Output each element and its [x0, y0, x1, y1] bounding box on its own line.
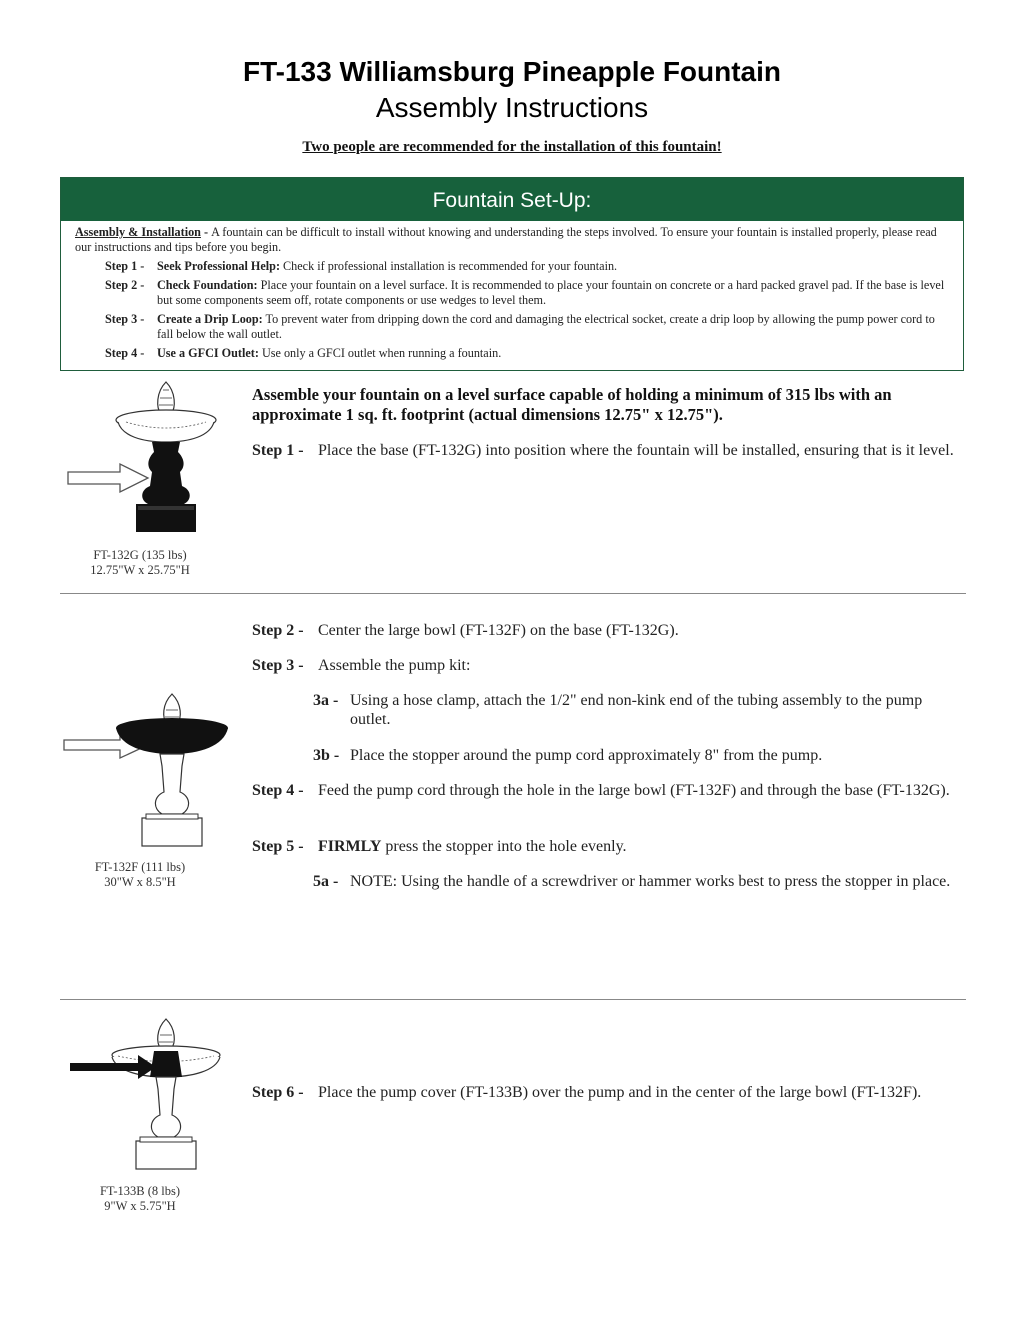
step-text: Assemble the pump kit: [318, 657, 471, 674]
outline-arrow-icon [68, 464, 148, 492]
setup-step [75, 346, 949, 361]
step-text: Using a hose clamp, attach the 1/2" end non-kink end of the tubing assembly to the pump outlet. [350, 692, 923, 728]
caption-dimensions: 9"W x 5.75"H [104, 1199, 176, 1213]
page-title: FT-133 Williamsburg Pineapple Fountain [242, 56, 782, 87]
step-label: Step 6 - [252, 1084, 304, 1101]
setup-intro [75, 225, 949, 255]
caption-dimensions: 30"W x 8.5"H [104, 875, 176, 889]
level-surface-note: Assemble your fountain on a level surface capable of holding a minimum of 315 lbs with an approximate 1 sq. ft. footprint (actual dimensions 12.75" x 12.75"). [252, 385, 892, 424]
step-text: press the stopper into the hole evenly. [381, 838, 627, 855]
caption-dimensions: 12.75"W x 25.75"H [90, 563, 190, 577]
step-text: Place the stopper around the pump cord approximately 8" from the pump. [350, 747, 823, 764]
setup-heading: Fountain Set-Up: [61, 178, 963, 221]
fountain-setup-box [60, 177, 964, 371]
large-bowl-illustration [60, 690, 240, 850]
setup-step-title: Seek Professional Help: [157, 259, 280, 273]
setup-step-title: Use a GFCI Outlet: [157, 346, 259, 360]
step-label: Step 4 - [252, 782, 304, 799]
setup-intro-label: Assembly & Installation [75, 225, 201, 239]
setup-step-title: Check Foundation: [157, 278, 258, 292]
step-5 [252, 837, 964, 856]
step-label: Step 2 - [252, 622, 304, 639]
step-3a [313, 691, 964, 729]
base-caption [60, 548, 220, 578]
caption-part-name: FT-132G (135 lbs) [93, 548, 187, 562]
step-6 [252, 1083, 964, 1102]
step-5a [313, 872, 964, 891]
setup-step-label: Step 1 - [105, 259, 145, 273]
setup-step-title: Create a Drip Loop: [157, 312, 263, 326]
section-divider [60, 593, 966, 594]
setup-intro-text: A fountain can be difficult to install without knowing and understanding the steps involved. To ensure your fountain is installed properly, please read our instructions and tips before you begin. [75, 225, 937, 254]
setup-body [61, 221, 963, 361]
setup-step [75, 278, 949, 308]
setup-step [75, 259, 949, 274]
page-subtitle: Assembly Instructions [375, 92, 649, 123]
setup-intro-dash: - [200, 225, 212, 239]
setup-step-text: To prevent water from dripping down the cord and damaging the electrical socket, create a drip loop by allowing the pump power cord to fall below the wall outlet. [157, 312, 935, 341]
setup-step-text: Check if professional installation is recommended for your fountain. [280, 259, 618, 273]
step-text: NOTE: Using the handle of a screwdriver or hammer works best to press the stopper in place. [350, 873, 951, 890]
step-4 [252, 781, 964, 800]
setup-step-text: Use only a GFCI outlet when running a fountain. [258, 346, 502, 360]
step-label: Step 3 - [252, 657, 304, 674]
setup-step-label: Step 3 - [105, 312, 145, 326]
setup-step-text: Place your fountain on a level surface. It is recommended to place your fountain on concrete or a hard packed gravel pad. If the base is level but some components seem off, rotate components or use wedges to level them. [157, 278, 945, 307]
step-2 [252, 621, 964, 640]
step-label: Step 1 - [252, 442, 304, 459]
caption-part-name: FT-132F (111 lbs) [94, 860, 186, 874]
section-divider [60, 999, 966, 1000]
step-1 [252, 441, 964, 460]
step-3b [313, 746, 964, 765]
step-label: 3a - [313, 692, 339, 709]
step-label: Step 5 - [252, 838, 304, 855]
step-emphasis: FIRMLY [318, 838, 382, 855]
installation-warning: Two people are recommended for the installation of this fountain! [302, 139, 722, 155]
setup-step [75, 312, 949, 342]
base-illustration [60, 378, 240, 538]
step-label: 5a - [313, 873, 339, 890]
step-text: Center the large bowl (FT-132F) on the base (FT-132G). [318, 622, 679, 639]
step-text: Place the base (FT-132G) into position where the fountain will be installed, ensuring that is it level. [318, 442, 954, 459]
pump-cover-illustration [60, 1015, 240, 1175]
step-text: Feed the pump cord through the hole in the large bowl (FT-132F) and through the base (FT-132G). [318, 782, 950, 799]
large-bowl-caption [60, 860, 220, 890]
step-text: Place the pump cover (FT-133B) over the pump and in the center of the large bowl (FT-132F). [318, 1084, 922, 1101]
setup-step-label: Step 4 - [105, 346, 145, 360]
step-label: 3b - [313, 747, 340, 764]
setup-step-label: Step 2 - [105, 278, 145, 292]
caption-part-name: FT-133B (8 lbs) [99, 1184, 181, 1198]
pump-cover-caption [60, 1184, 220, 1214]
step-3 [252, 656, 964, 675]
